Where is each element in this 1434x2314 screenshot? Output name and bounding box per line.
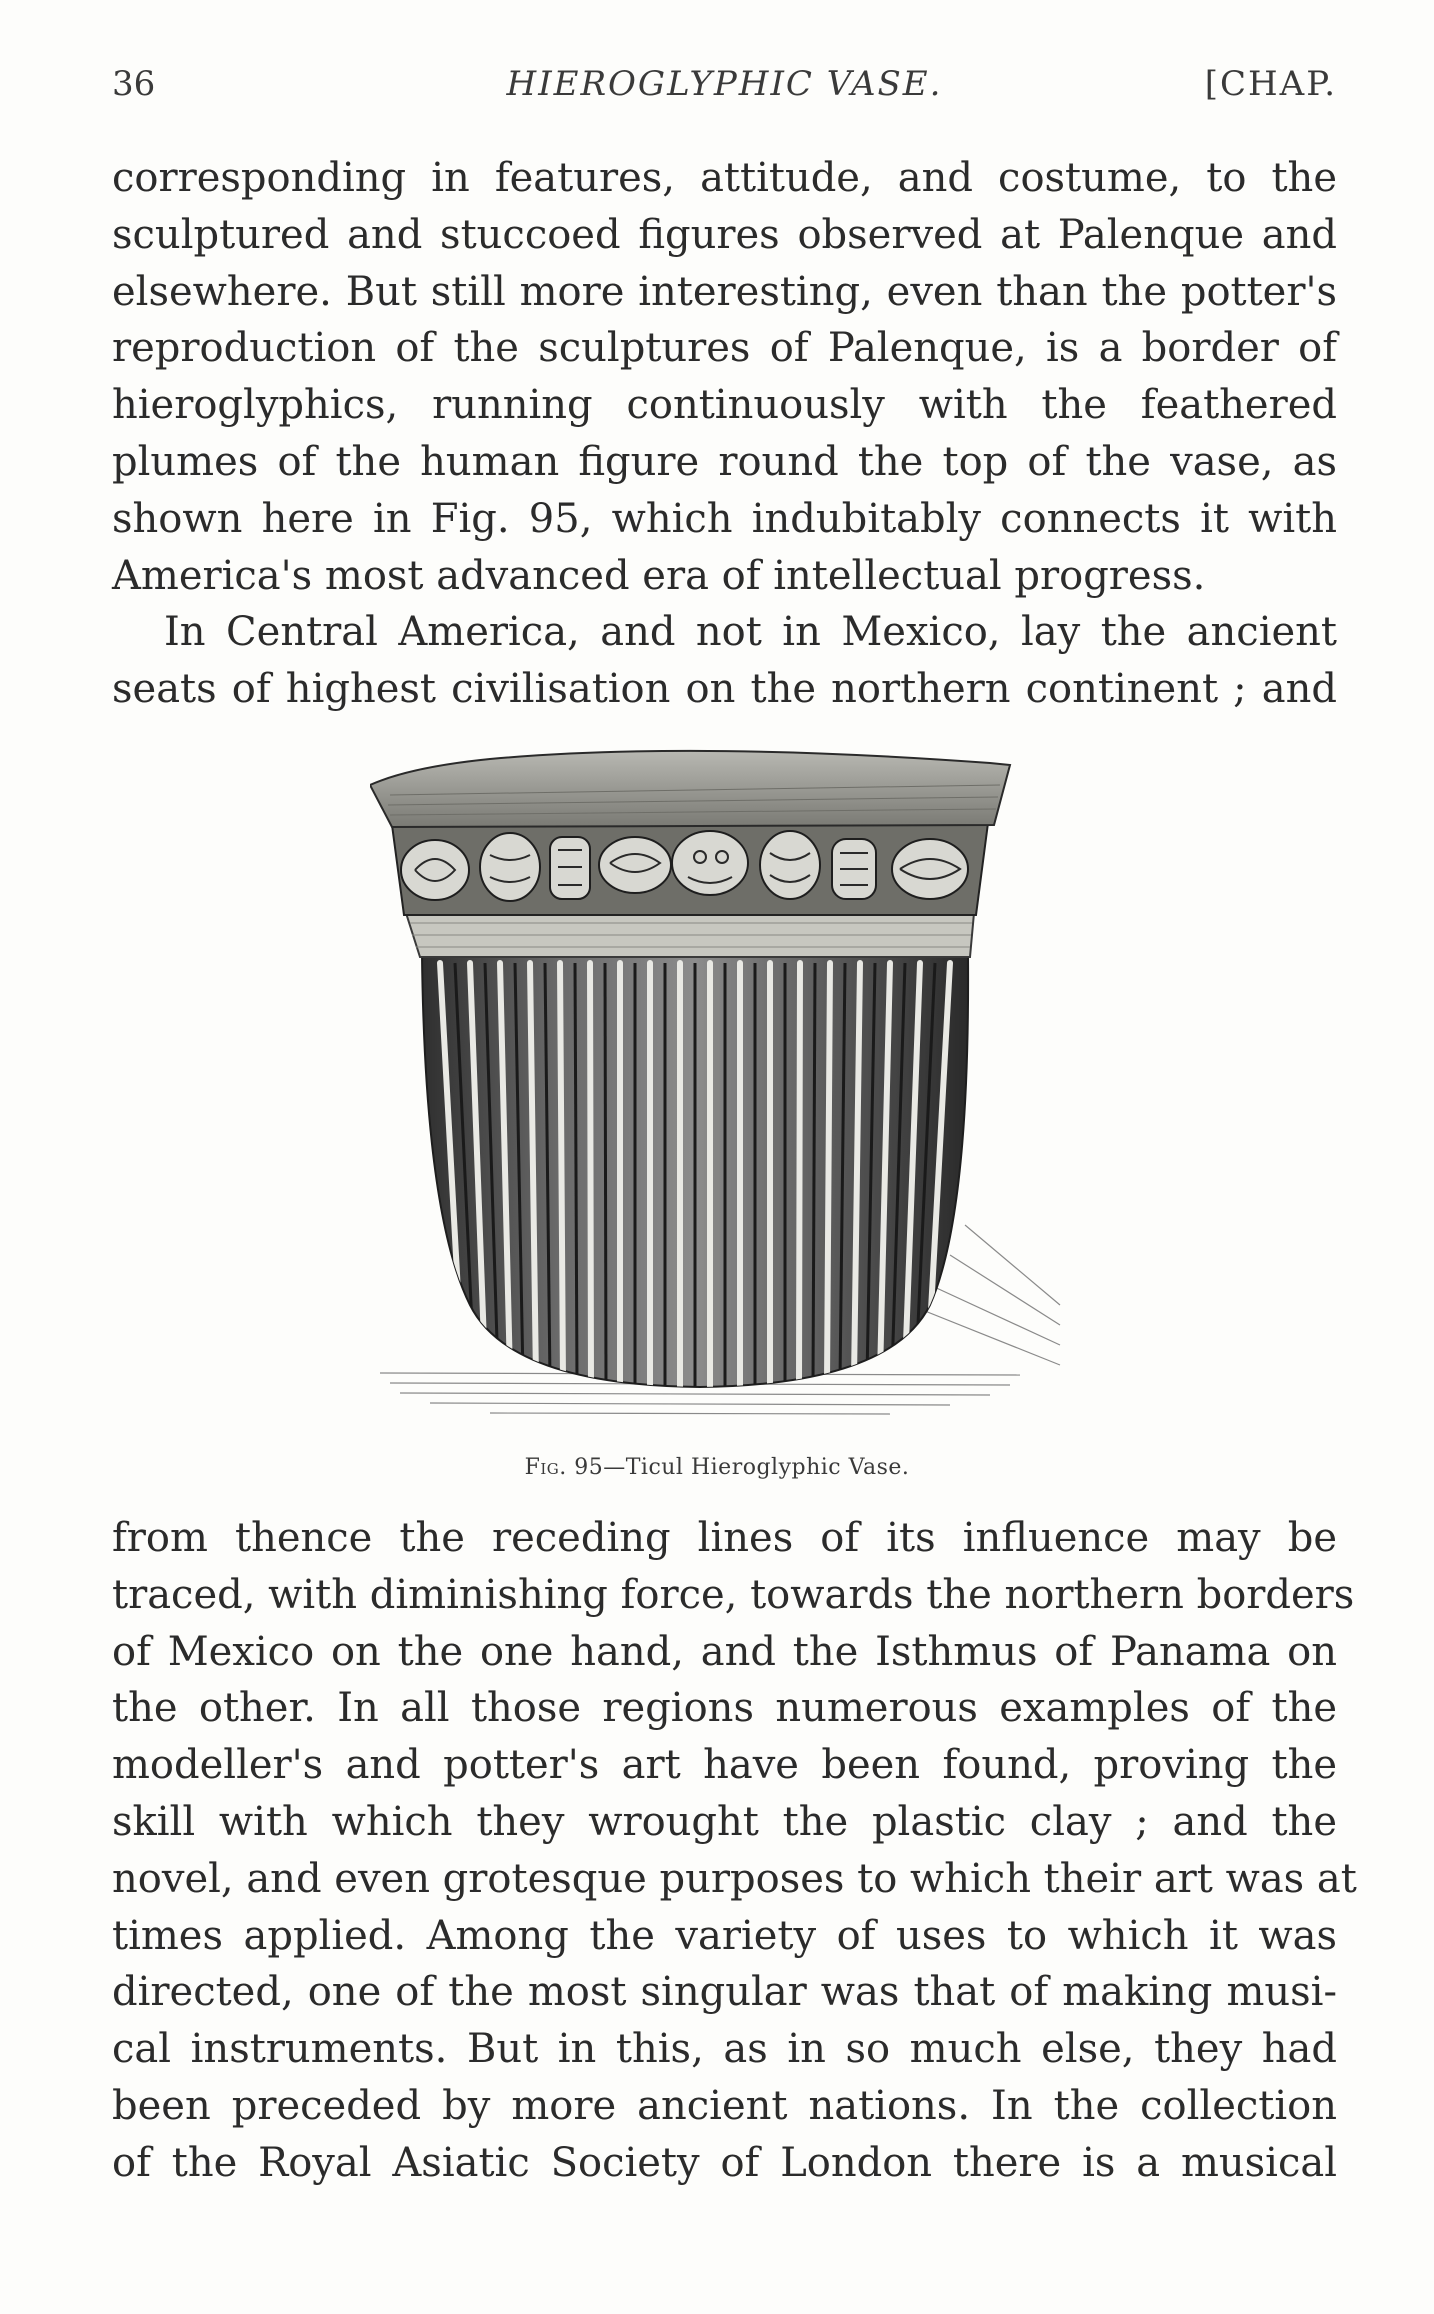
text-line: sculptured and stuccoed figures observed at Palenque and	[112, 211, 1337, 258]
text-line: America's most advanced era of intellectual progress.	[112, 552, 1206, 599]
text-line: of Mexico on the one hand, and the Isthmus of Panama on	[112, 1628, 1337, 1675]
text-line: seats of highest civilisation on the northern continent ; and	[112, 666, 1337, 713]
text-line: elsewhere. But still more interesting, even than the potter's	[112, 268, 1337, 315]
text-line: from thence the receding lines of its influence may be	[112, 1515, 1337, 1561]
page-number: 36	[112, 64, 156, 104]
figure-label: Fig. 95	[524, 1455, 604, 1480]
text-line: In Central America, and not in Mexico, lay the ancient	[164, 609, 1337, 656]
text-line: times applied. Among the variety of uses to which it was	[112, 1912, 1337, 1959]
running-head-title: HIEROGLYPHIC VASE.	[506, 64, 943, 104]
text-line: modeller's and potter's art have been found, proving the	[112, 1742, 1337, 1789]
text-line: shown here in Fig. 95, which indubitably connects it with	[112, 495, 1337, 542]
running-head	[112, 62, 1337, 112]
text-line: been preceded by more ancient nations. In the collection	[112, 2082, 1337, 2129]
paragraph-after-figure	[112, 1510, 1357, 2192]
text-line: plumes of the human figure round the top of the vase, as	[112, 438, 1337, 485]
figure-caption	[0, 1455, 1434, 1480]
text-line: the other. In all those regions numerous examples of the	[112, 1685, 1337, 1732]
text-line: of the Royal Asiatic Society of London there is a musical	[112, 2139, 1337, 2186]
text-line: cal instruments. But in this, as in so much else, they had	[112, 2026, 1337, 2073]
paragraph-before-figure	[112, 150, 1337, 718]
vase-rim	[370, 751, 1010, 827]
vase-illustration	[370, 745, 1070, 1425]
chapter-marker: [CHAP.	[1204, 64, 1337, 104]
text-line: traced, with diminishing force, towards the northern borders	[112, 1571, 1355, 1618]
figure-caption-text: —Ticul Hieroglyphic Vase.	[603, 1455, 910, 1480]
text-line: corresponding in features, attitude, and costume, to the	[112, 155, 1337, 201]
text-line: hieroglyphics, running continuously with the feathered	[112, 382, 1337, 429]
text-line: reproduction of the sculptures of Palenque, is a border of	[112, 325, 1337, 372]
text-line: novel, and even grotesque purposes to which their art was at	[112, 1855, 1357, 1902]
text-line: directed, one of the most singular was that of making musi-	[112, 1969, 1337, 2016]
vase-engraving	[370, 745, 1070, 1425]
text-line: skill with which they wrought the plastic clay ; and the	[112, 1798, 1337, 1845]
